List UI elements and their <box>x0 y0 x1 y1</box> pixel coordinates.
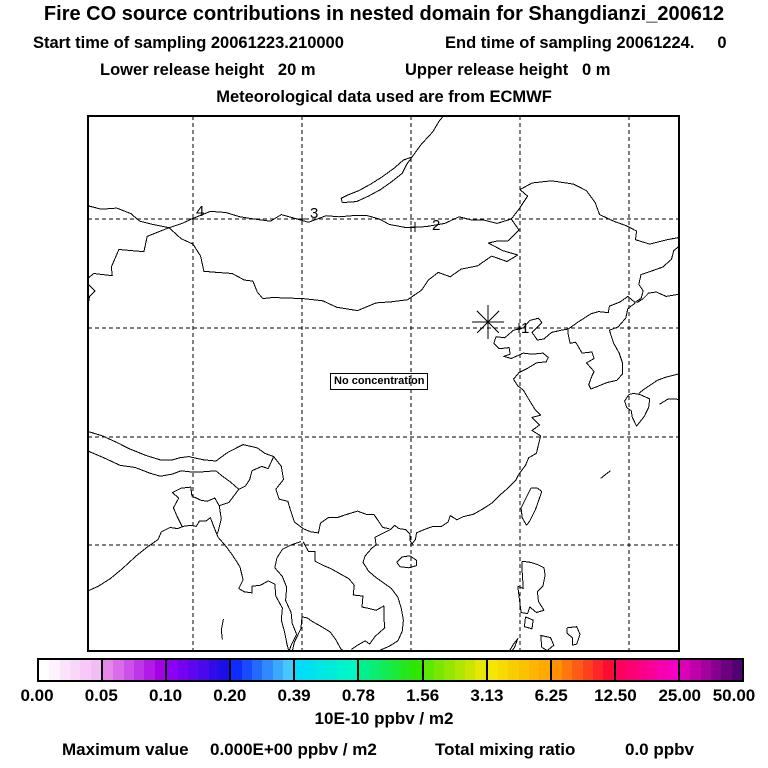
colorbar-cell <box>188 660 198 680</box>
coastline-laos-cambodia-border <box>303 542 385 650</box>
coastline-okinawa <box>601 471 611 479</box>
upper-release-label: Upper release height 0 m <box>405 61 611 79</box>
colorbar-cell <box>359 660 369 680</box>
coastline-panay <box>541 635 554 650</box>
colorbar-tick-label: 0.78 <box>341 686 375 705</box>
colorbar-tick-label: 0.20 <box>213 686 247 705</box>
coastline-honshu-west <box>639 374 679 394</box>
colorbar-tick-label: 3.13 <box>470 686 504 705</box>
colorbar-cell <box>519 660 529 680</box>
colorbar-cell <box>657 660 667 680</box>
total-mixing-ratio-label: Total mixing ratio <box>435 740 576 759</box>
colorbar-tick-label: 0.39 <box>277 686 311 705</box>
colorbar-cell <box>198 660 208 680</box>
colorbar-cell <box>337 660 347 680</box>
colorbar-cell <box>134 660 144 680</box>
coastline-china-coast <box>363 318 568 652</box>
colorbar-cell <box>231 660 241 680</box>
colorbar-tick-label: 50.00 <box>712 686 756 705</box>
colorbar-tick-label: 25.00 <box>658 686 701 705</box>
coastline-mongolia-border <box>169 211 519 310</box>
colorbar-tick-label: 0.10 <box>148 686 183 705</box>
maximum-value-label: Maximum value <box>62 740 189 759</box>
colorbar-cell <box>91 660 101 680</box>
coastline-china-indochina-border <box>274 457 390 533</box>
colorbar-cell <box>583 660 593 680</box>
colorbar-cell <box>680 660 690 680</box>
colorbar-tick-label: 6.25 <box>534 686 568 705</box>
colorbar-segment <box>293 660 357 680</box>
colorbar-cell <box>209 660 219 680</box>
colorbar-cell <box>721 660 731 680</box>
met-source-label: Meteorological data used are from ECMWF <box>216 88 552 106</box>
colorbar-cell <box>572 660 582 680</box>
colorbar-cell <box>49 660 59 680</box>
colorbar-cell <box>626 660 636 680</box>
colorbar-cell <box>647 660 657 680</box>
colorbar-cell <box>283 660 293 680</box>
colorbar-cell <box>306 660 316 680</box>
colorbar-cell <box>262 660 272 680</box>
coastline-palawan <box>509 639 518 652</box>
colorbar-cell <box>219 660 229 680</box>
trajectory-day-label: 2 <box>432 217 441 234</box>
colorbar-cell <box>616 660 626 680</box>
colorbar-units-label: 10E-10 ppbv / m2 <box>314 709 454 728</box>
colorbar-cell <box>113 660 123 680</box>
coastline-bengal-coast <box>88 518 289 652</box>
colorbar-cell <box>539 660 549 680</box>
colorbar-tick-label: 0.05 <box>84 686 118 705</box>
colorbar-cell <box>424 660 434 680</box>
colorbar-cell <box>60 660 70 680</box>
colorbar-cell <box>637 660 647 680</box>
trajectory-layer <box>188 203 529 339</box>
colorbar-tick-label: 1.56 <box>406 686 440 705</box>
maximum-value-text: 0.000E+00 ppbv / m2 <box>210 740 377 759</box>
trajectory-day-label: 4 <box>196 203 205 220</box>
coastline-luzon <box>518 561 545 613</box>
colorbar-segment <box>486 660 550 680</box>
colorbar-cell <box>70 660 80 680</box>
start-time-label: Start time of sampling 20061223.210000 <box>33 34 344 52</box>
colorbar-cell <box>701 660 711 680</box>
colorbar-cell <box>465 660 475 680</box>
colorbar-cell <box>155 660 165 680</box>
colorbar-cell <box>455 660 465 680</box>
colorbar <box>37 658 744 682</box>
total-mixing-ratio-value: 0.0 ppbv <box>625 740 694 759</box>
colorbar-segment <box>357 660 421 680</box>
coastline-himalaya-border <box>88 432 273 461</box>
colorbar-cell <box>242 660 252 680</box>
coastline-thai-myanmar-border <box>275 542 301 652</box>
colorbar-segment <box>39 660 101 680</box>
coastline-myanmar-india-border <box>219 489 239 505</box>
coastline-russia-kazakh-border <box>88 206 169 228</box>
coastline-korea-peninsula <box>568 296 636 389</box>
coastline-lake-baikal <box>341 157 412 203</box>
colorbar-cell <box>488 660 498 680</box>
colorbar-segment <box>550 660 614 680</box>
coastline-mindoro <box>524 617 533 629</box>
colorbar-cell <box>39 660 49 680</box>
colorbar-cell <box>732 660 742 680</box>
colorbar-cell <box>316 660 326 680</box>
colorbar-cell <box>252 660 262 680</box>
coastline-andaman-islands <box>221 619 223 640</box>
colorbar-cell <box>603 660 613 680</box>
coastline-river-ne-baikal <box>412 114 445 156</box>
colorbar-segment <box>614 660 678 680</box>
colorbar-tick-label: 0.00 <box>20 686 54 705</box>
colorbar-cell <box>80 660 90 680</box>
colorbar-cell <box>124 660 134 680</box>
trajectory-day-label: 3 <box>310 205 319 222</box>
colorbar-cell <box>434 660 444 680</box>
plot-title: Fire CO source contributions in nested domain for Shangdianzi_200612 <box>43 3 725 25</box>
colorbar-cell <box>167 660 177 680</box>
colorbar-cell <box>370 660 380 680</box>
colorbar-cell <box>593 660 603 680</box>
coastline-japan-sea-coast <box>637 292 680 303</box>
colorbar-segment <box>165 660 229 680</box>
colorbar-segment <box>678 660 742 680</box>
colorbar-cell <box>711 660 721 680</box>
colorbar-cell <box>326 660 336 680</box>
colorbar-cell <box>391 660 401 680</box>
colorbar-cell <box>401 660 411 680</box>
colorbar-cell <box>562 660 572 680</box>
colorbar-cell <box>668 660 678 680</box>
trajectory-day-label: 1 <box>521 320 530 337</box>
colorbar-tick-label: 12.50 <box>594 686 637 705</box>
colorbar-cell <box>380 660 390 680</box>
coastline-kyushu <box>625 393 650 426</box>
colorbar-cell <box>144 660 154 680</box>
colorbar-segment <box>229 660 293 680</box>
colorbar-cell <box>178 660 188 680</box>
colorbar-cell <box>508 660 518 680</box>
coastline-gulf-of-thailand <box>292 617 345 652</box>
coastline-samar-leyte <box>567 627 580 646</box>
coastline-taiwan <box>521 488 542 525</box>
colorbar-cell <box>552 660 562 680</box>
coastline-hainan <box>397 556 417 568</box>
coastline-shikoku <box>660 399 680 404</box>
colorbar-cell <box>444 660 454 680</box>
colorbar-segment <box>101 660 165 680</box>
colorbar-cell <box>690 660 700 680</box>
colorbar-cell <box>347 660 357 680</box>
colorbar-cell <box>475 660 485 680</box>
colorbar-segment <box>422 660 486 680</box>
colorbar-cell <box>411 660 421 680</box>
end-time-label: End time of sampling 20061224. 0 <box>445 34 727 52</box>
coastline-nepal-assam-border <box>88 451 273 489</box>
colorbar-cell <box>295 660 305 680</box>
coastline-ussuri-border <box>636 246 680 301</box>
coastline-china-kazakh-border <box>88 228 169 278</box>
coastline-ili-border <box>88 284 95 303</box>
colorbar-cell <box>103 660 113 680</box>
colorbar-cell <box>529 660 539 680</box>
coastline-amur-border <box>484 181 679 244</box>
colorbar-cell <box>498 660 508 680</box>
colorbar-cell <box>273 660 283 680</box>
no-concentration-badge: No concentration <box>330 373 428 390</box>
lower-release-label: Lower release height 20 m <box>100 61 316 79</box>
